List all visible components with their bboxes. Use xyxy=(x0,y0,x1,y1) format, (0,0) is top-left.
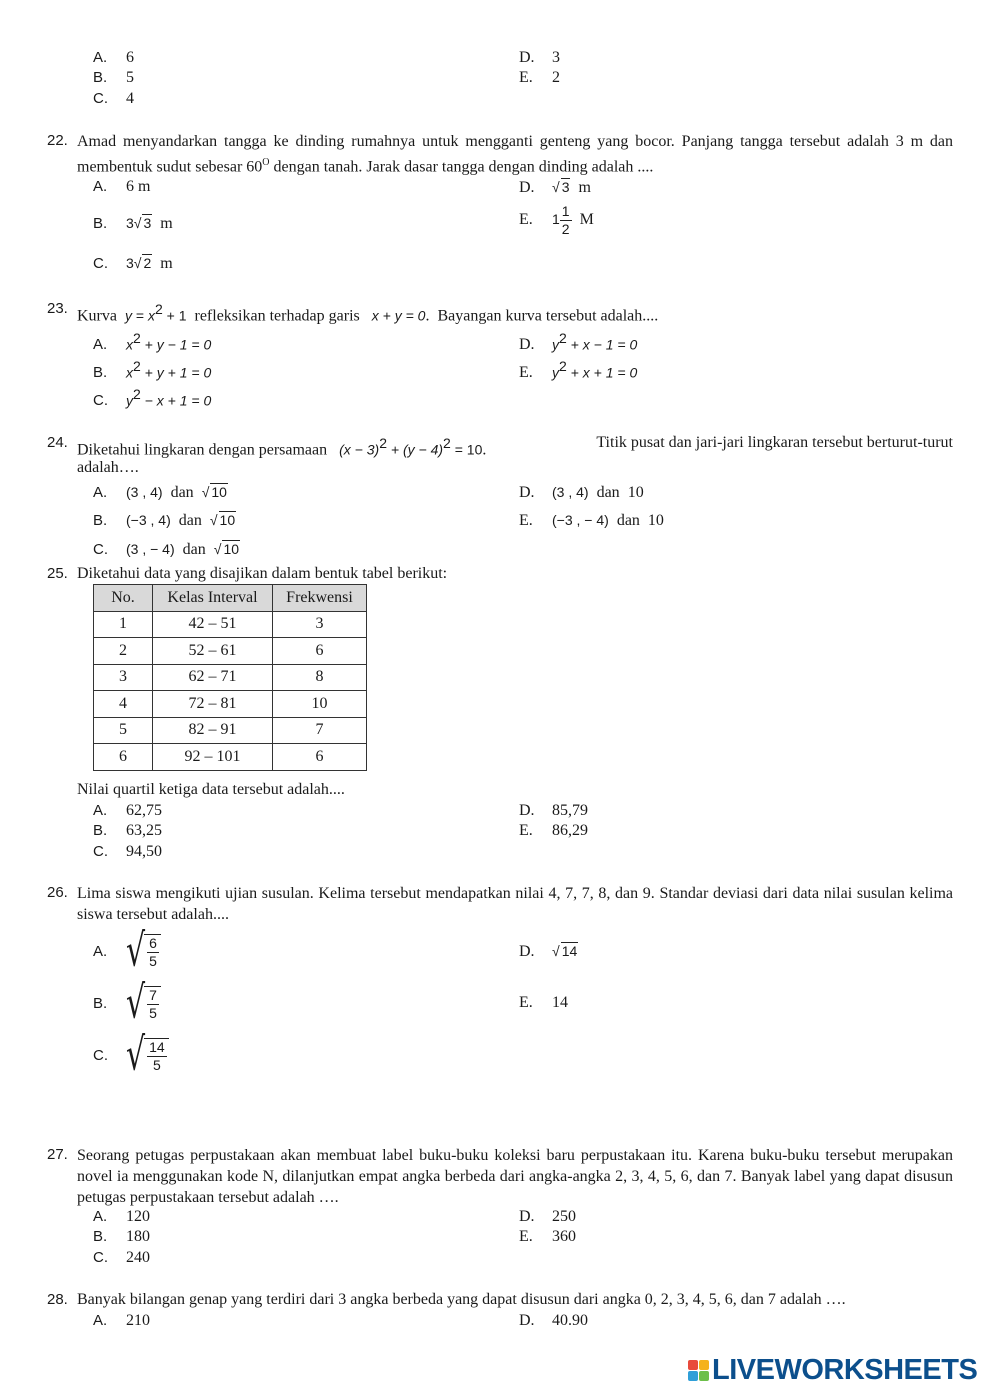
q22-option-b[interactable]: B. 3√ 3 m xyxy=(93,215,173,232)
cell-freq: 8 xyxy=(273,664,367,691)
q23-option-c[interactable]: C. $y^2 - x + 1 = 0$ xyxy=(93,386,212,410)
q21-option-a[interactable]: A. 6 xyxy=(93,49,134,66)
cell-interval: 82 – 91 xyxy=(153,717,273,744)
header-frekwensi: Frekwensi xyxy=(273,585,367,612)
q25-question: Nilai quartil ketiga data tersebut adalah.... xyxy=(77,781,345,798)
q26-option-b[interactable]: B. √ $\frac{7}{5}$ xyxy=(93,980,161,1028)
q23-option-e[interactable]: E. $y^2 + x + 1 = 0$ xyxy=(519,358,638,382)
cell-interval: 92 – 101 xyxy=(153,744,273,771)
q25-intro: Diketahui data yang disajikan dalam bentuk tabel berikut: xyxy=(77,565,448,582)
cell-no: 3 xyxy=(94,664,153,691)
cell-no: 6 xyxy=(94,744,153,771)
q28-number: 28. xyxy=(47,1291,68,1308)
q22-text: Amad menyandarkan tangga ke dinding rumahnya untuk mengganti genteng yang bocor. Panjang tangga tersebut adalah 3 m dan membentuk sudut sebesar $60^O$ dengan tanah. Jarak dasar tangga dengan dinding adalah .... xyxy=(77,133,953,176)
cell-no: 2 xyxy=(94,638,153,665)
q26-option-c[interactable]: C. √ $\frac{14}{5}$ xyxy=(93,1032,169,1080)
q26-option-a[interactable]: A. √ $\frac{6}{5}$ xyxy=(93,928,161,976)
q23-option-b[interactable]: B. $x^2 + y + 1 = 0$ xyxy=(93,358,212,382)
q27-option-d[interactable]: D. 250 xyxy=(519,1208,576,1225)
table-row xyxy=(94,611,367,638)
cell-no: 1 xyxy=(94,611,153,638)
cell-freq: 6 xyxy=(273,638,367,665)
q27-option-b[interactable]: B. 180 xyxy=(93,1228,150,1245)
frequency-table xyxy=(93,584,367,771)
q22-option-d[interactable]: D. √ 3 m xyxy=(519,179,591,196)
table-row xyxy=(94,717,367,744)
q21-option-e[interactable]: E. 2 xyxy=(519,69,560,86)
cell-freq: 6 xyxy=(273,744,367,771)
header-kelas-interval: Kelas Interval xyxy=(153,585,273,612)
q28-option-a[interactable]: A. 210 xyxy=(93,1312,150,1329)
q27-option-e[interactable]: E. 360 xyxy=(519,1228,576,1245)
cell-interval: 62 – 71 xyxy=(153,664,273,691)
q24-option-a[interactable]: A. (3 , 4) dan √ 10 xyxy=(93,484,227,501)
cell-interval: 52 – 61 xyxy=(153,638,273,665)
table-row xyxy=(94,638,367,665)
q26-number: 26. xyxy=(47,884,68,901)
cell-no: 4 xyxy=(94,691,153,718)
q22-option-a[interactable]: A. 6 m xyxy=(93,178,151,195)
cell-interval: 42 – 51 xyxy=(153,611,273,638)
q27-option-a[interactable]: A. 120 xyxy=(93,1208,150,1225)
table-row xyxy=(94,691,367,718)
q23-text: Kurva $y = x^2 + 1$ refleksikan terhadap garis x + y = 0. Bayangan kurva tersebut adalah.... xyxy=(77,301,659,325)
q25-option-e[interactable]: E. 86,29 xyxy=(519,822,588,839)
q23-option-d[interactable]: D. $y^2 + x - 1 = 0$ xyxy=(519,330,638,354)
q26-option-d[interactable]: D. √ 14 xyxy=(519,943,578,960)
cell-no: 5 xyxy=(94,717,153,744)
table-header-row xyxy=(94,585,367,612)
logo-text: LIVEWORKSHEETS xyxy=(712,1354,978,1386)
table-row xyxy=(94,744,367,771)
q24-text-line2: adalah…. xyxy=(77,459,139,476)
header-no: No. xyxy=(94,585,153,612)
q22-option-c[interactable]: C. 3√ 2 m xyxy=(93,255,173,272)
q25-option-c[interactable]: C. 94,50 xyxy=(93,843,162,860)
q26-option-e[interactable]: E. 14 xyxy=(519,994,568,1011)
q22-option-e[interactable]: E. 1 $\frac{1}{2}$ M xyxy=(519,203,594,237)
q22-number: 22. xyxy=(47,132,68,149)
q24-number: 24. xyxy=(47,434,68,451)
q21-option-b[interactable]: B. 5 xyxy=(93,69,134,86)
table-row xyxy=(94,664,367,691)
q28-option-d[interactable]: D. 40.90 xyxy=(519,1312,588,1329)
q27-option-c[interactable]: C. 240 xyxy=(93,1249,150,1266)
q27-number: 27. xyxy=(47,1146,68,1163)
q24-text-line1: Diketahui lingkaran dengan persamaan $(x - 3)^2 + (y - 4)^2 = 10$. Titik pusat dan jari-jari lingkaran tersebut berturut-turut xyxy=(77,434,953,459)
q21-option-d[interactable]: D. 3 xyxy=(519,49,560,66)
q23-option-a[interactable]: A. $x^2 + y - 1 = 0$ xyxy=(93,330,212,354)
q25-option-a[interactable]: A. 62,75 xyxy=(93,802,162,819)
q27-text: Seorang petugas perpustakaan akan membuat label buku-buku koleksi baru perpustakaan itu. Karena buku-buku tersebut merupakan novel ia menggunakan kode N, dilanjutkan empat angka berbeda dari angka-angka 2, 3, 4, 5, 6, dan 7. Banyak label yang dapat disusun petugas perpustakaan tersebut adalah …. xyxy=(77,1147,953,1206)
q24-option-c[interactable]: C. (3 , − 4) dan √ 10 xyxy=(93,541,240,558)
q26-text: Lima siswa mengikuti ujian susulan. Kelima tersebut mendapatkan nilai 4, 7, 7, 8, dan 9. Standar deviasi dari data nilai susulan kelima siswa tersebut adalah.... xyxy=(77,885,953,923)
q24-option-b[interactable]: B. (−3 , 4) dan √ 10 xyxy=(93,512,236,529)
q24-option-e[interactable]: E. (−3 , − 4) dan 10 xyxy=(519,512,664,529)
q23-number: 23. xyxy=(47,300,68,317)
cell-freq: 10 xyxy=(273,691,367,718)
cell-freq: 7 xyxy=(273,717,367,744)
cell-freq: 3 xyxy=(273,611,367,638)
logo-grid-icon xyxy=(688,1360,709,1381)
q25-number: 25. xyxy=(47,565,68,582)
q25-option-b[interactable]: B. 63,25 xyxy=(93,822,162,839)
cell-interval: 72 – 81 xyxy=(153,691,273,718)
liveworksheets-logo[interactable] xyxy=(688,1354,977,1387)
q28-text: Banyak bilangan genap yang terdiri dari 3 angka berbeda yang dapat disusun dari angka 0, 2, 3, 4, 5, 6, dan 7 adalah …. xyxy=(77,1291,846,1308)
q21-option-c[interactable]: C. 4 xyxy=(93,90,134,107)
q25-option-d[interactable]: D. 85,79 xyxy=(519,802,588,819)
q24-option-d[interactable]: D. (3 , 4) dan 10 xyxy=(519,484,644,501)
